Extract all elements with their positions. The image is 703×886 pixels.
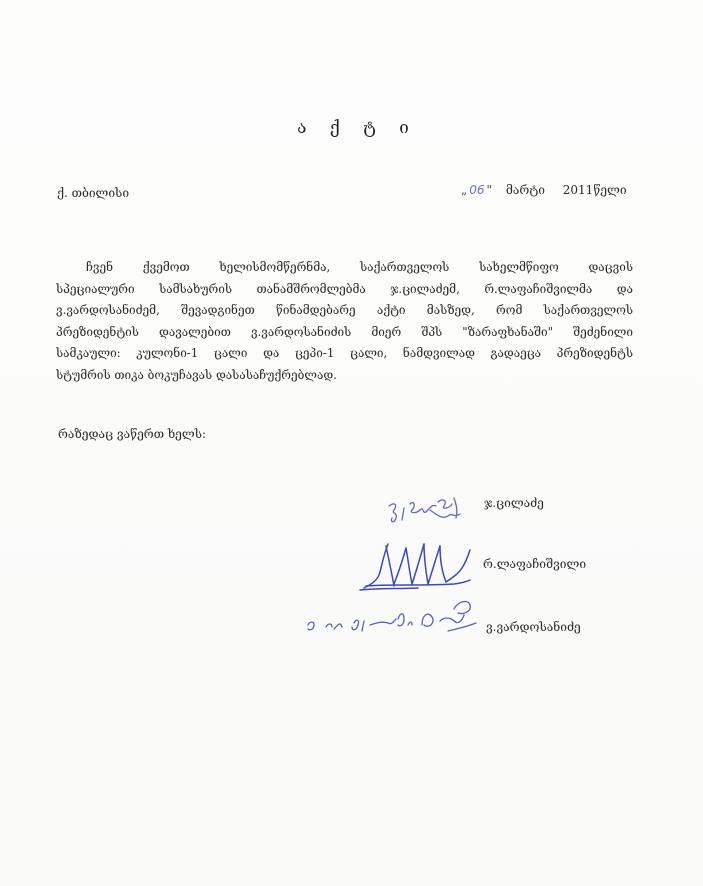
body-line: სტუმრის თიკა ბოკუჩავას დასასაჩუქრებლად. xyxy=(56,367,337,382)
signer-name: ვ.ვარდოსანიძე xyxy=(486,620,581,634)
signature-1 xyxy=(386,494,486,534)
date-month: მარტი xyxy=(505,183,545,197)
date-year: 2011წელი xyxy=(562,183,627,197)
signature-2 xyxy=(358,534,478,594)
signer-name: ჯ.ცილაძე xyxy=(484,496,544,510)
document-title: ა ქ ტ ი xyxy=(297,118,418,138)
body-line: ვ.ვარდოსანიძემ, შევადგინეთ წინამდებარე აქტი მასზედ, რომ საქართველოს xyxy=(56,303,633,317)
date-day: 06 xyxy=(469,183,485,197)
document-date: „ 06 " მარტი 2011წელი xyxy=(461,183,627,197)
signature-3 xyxy=(304,591,484,645)
body-line: პრეზიდენტის დავალებით ვ.ვარდოსანიძის მიერ შპს "ზარაფხანაში" შეძენილი xyxy=(56,324,633,339)
closing-statement: რაზედაც ვაწერთ ხელს: xyxy=(58,427,207,441)
document-city: ქ. თბილისი xyxy=(57,186,130,200)
document-body xyxy=(56,257,633,386)
body-line: სპეციალური სამსახურის თანამშრომლებმა ჯ.ცილაძემ, რ.ლაფაჩიშვილმა და xyxy=(56,281,633,296)
body-line: სამკაული: კულონი-1 ცალი და ცეპი-1 ცალი, ნამდვილად გადაეცა პრეზიდენტს xyxy=(56,346,633,360)
signer-name: რ.ლაფაჩიშვილი xyxy=(483,557,587,571)
body-line: ჩვენ ქვემოთ ხელისმომწერნმა, საქართველოს სახელმწიფო დაცვის xyxy=(86,260,633,274)
